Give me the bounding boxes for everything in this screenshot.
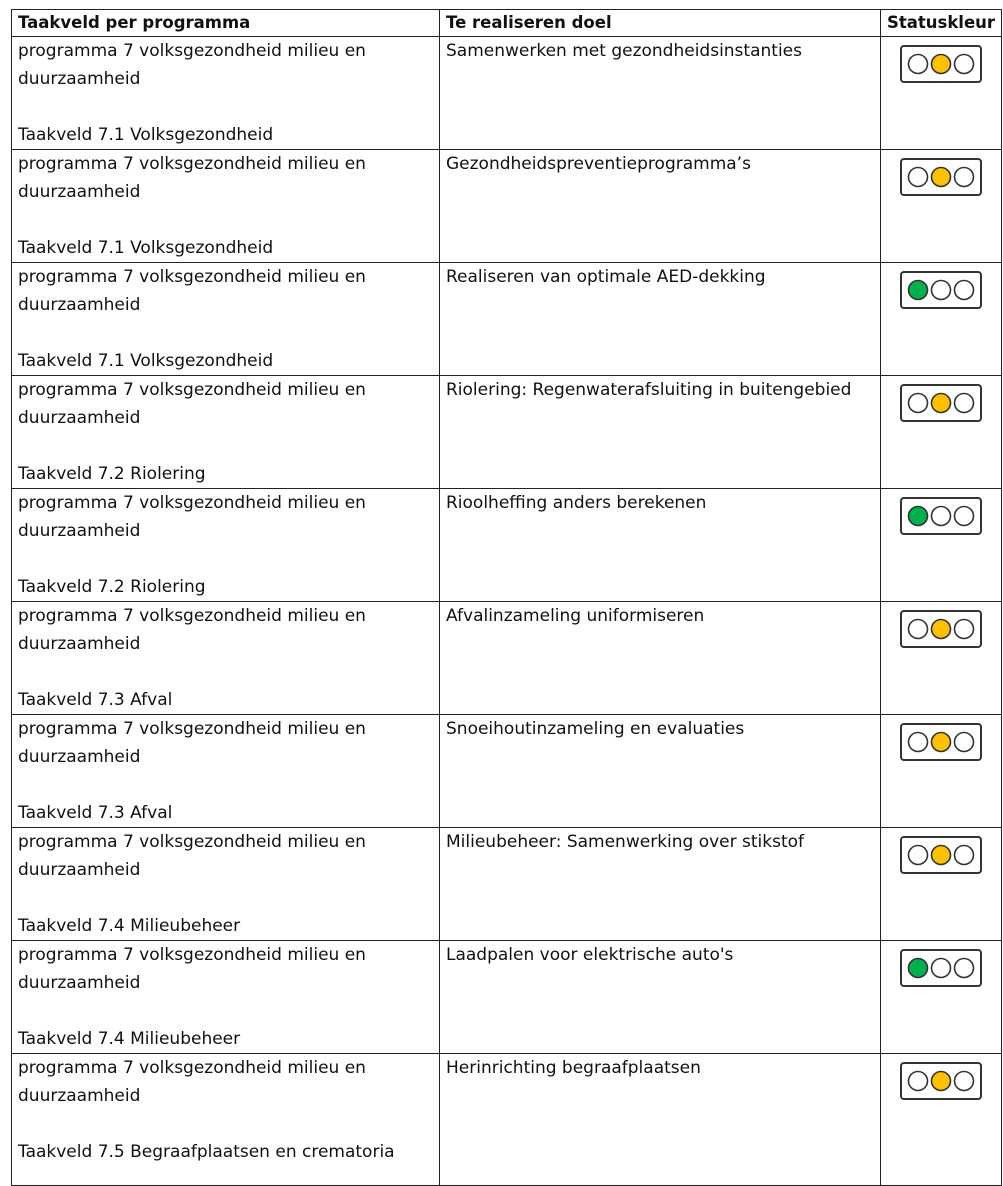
taakveld-cell	[12, 150, 440, 263]
table-row	[12, 715, 1002, 828]
light-green-icon	[909, 507, 928, 526]
status-cell	[881, 263, 1002, 376]
table-row	[12, 263, 1002, 376]
light-green-icon	[909, 55, 928, 74]
doel-cell	[440, 376, 881, 489]
taakveld-cell	[12, 489, 440, 602]
header-doel: Te realiseren doel	[440, 10, 881, 37]
light-red-icon	[955, 620, 974, 639]
taakveld-cell	[12, 941, 440, 1054]
status-cell	[881, 150, 1002, 263]
program-text: programma 7 volksgezondheid milieu en duurzaamheid	[18, 41, 366, 89]
doel-text: Laadpalen voor elektrische auto's	[446, 945, 734, 965]
table-row	[12, 828, 1002, 941]
light-red-icon	[955, 55, 974, 74]
taakveld-cell	[12, 828, 440, 941]
status-cell	[881, 1054, 1002, 1186]
status-cell	[881, 828, 1002, 941]
taakveld-text: Taakveld 7.4 Milieubeheer	[18, 916, 241, 936]
doel-cell	[440, 150, 881, 263]
traffic-light-icon	[900, 497, 982, 535]
header-taakveld: Taakveld per programma	[12, 10, 440, 37]
light-yellow-icon	[932, 55, 951, 74]
taakveld-text: Taakveld 7.1 Volksgezondheid	[18, 125, 274, 145]
doel-text: Rioolheffing anders berekenen	[446, 493, 707, 513]
taakveld-cell	[12, 602, 440, 715]
taakveld-cell	[12, 715, 440, 828]
status-cell	[881, 376, 1002, 489]
light-green-icon	[909, 1072, 928, 1091]
doel-text: Realiseren van optimale AED-dekking	[446, 267, 766, 287]
taakveld-text: Taakveld 7.1 Volksgezondheid	[18, 238, 274, 258]
doel-text: Snoeihoutinzameling en evaluaties	[446, 719, 745, 739]
light-yellow-icon	[932, 959, 951, 978]
program-text: programma 7 volksgezondheid milieu en duurzaamheid	[18, 154, 366, 202]
table-row	[12, 1054, 1002, 1186]
doel-text: Riolering: Regenwaterafsluiting in buitengebied	[446, 380, 852, 400]
light-red-icon	[955, 394, 974, 413]
program-text: programma 7 volksgezondheid milieu en duurzaamheid	[18, 380, 366, 428]
taakveld-text: Taakveld 7.3 Afval	[18, 803, 173, 823]
program-text: programma 7 volksgezondheid milieu en duurzaamheid	[18, 1058, 366, 1106]
doel-cell	[440, 489, 881, 602]
light-green-icon	[909, 846, 928, 865]
header-row	[12, 10, 1002, 37]
traffic-light-icon	[900, 949, 982, 987]
traffic-light-icon	[900, 271, 982, 309]
traffic-light-icon	[900, 384, 982, 422]
light-green-icon	[909, 733, 928, 752]
light-red-icon	[955, 846, 974, 865]
header-statuskleur: Statuskleur	[881, 10, 1002, 37]
doel-text: Herinrichting begraafplaatsen	[446, 1058, 701, 1078]
doel-text: Samenwerken met gezondheidsinstanties	[446, 41, 802, 61]
traffic-light-icon	[900, 45, 982, 83]
light-red-icon	[955, 281, 974, 300]
status-cell	[881, 602, 1002, 715]
program-text: programma 7 volksgezondheid milieu en duurzaamheid	[18, 945, 366, 993]
status-cell	[881, 37, 1002, 150]
light-red-icon	[955, 168, 974, 187]
table-row	[12, 376, 1002, 489]
status-table	[11, 9, 1002, 1186]
taakveld-text: Taakveld 7.4 Milieubeheer	[18, 1029, 241, 1049]
light-green-icon	[909, 959, 928, 978]
doel-cell	[440, 263, 881, 376]
doel-cell	[440, 602, 881, 715]
light-green-icon	[909, 394, 928, 413]
light-red-icon	[955, 733, 974, 752]
program-text: programma 7 volksgezondheid milieu en duurzaamheid	[18, 719, 366, 767]
table-row	[12, 602, 1002, 715]
light-green-icon	[909, 281, 928, 300]
doel-cell	[440, 715, 881, 828]
taakveld-cell	[12, 1054, 440, 1186]
traffic-light-icon	[900, 836, 982, 874]
doel-text: Gezondheidspreventieprogramma’s	[446, 154, 751, 174]
light-green-icon	[909, 168, 928, 187]
light-yellow-icon	[932, 620, 951, 639]
traffic-light-icon	[900, 1062, 982, 1100]
light-yellow-icon	[932, 507, 951, 526]
table-row	[12, 150, 1002, 263]
light-red-icon	[955, 507, 974, 526]
taakveld-cell	[12, 376, 440, 489]
taakveld-text: Taakveld 7.1 Volksgezondheid	[18, 351, 274, 371]
doel-cell	[440, 1054, 881, 1186]
taakveld-cell	[12, 37, 440, 150]
light-yellow-icon	[932, 168, 951, 187]
light-yellow-icon	[932, 281, 951, 300]
traffic-light-icon	[900, 158, 982, 196]
status-cell	[881, 941, 1002, 1054]
doel-text: Milieubeheer: Samenwerking over stikstof	[446, 832, 805, 852]
doel-cell	[440, 828, 881, 941]
taakveld-text: Taakveld 7.5 Begraafplaatsen en crematoria	[18, 1142, 395, 1162]
taakveld-text: Taakveld 7.2 Riolering	[18, 464, 206, 484]
program-text: programma 7 volksgezondheid milieu en duurzaamheid	[18, 606, 366, 654]
light-yellow-icon	[932, 846, 951, 865]
light-yellow-icon	[932, 394, 951, 413]
table-row	[12, 489, 1002, 602]
status-cell	[881, 715, 1002, 828]
light-green-icon	[909, 620, 928, 639]
light-red-icon	[955, 959, 974, 978]
table-row	[12, 37, 1002, 150]
traffic-light-icon	[900, 723, 982, 761]
doel-text: Afvalinzameling uniformiseren	[446, 606, 705, 626]
light-red-icon	[955, 1072, 974, 1091]
traffic-light-icon	[900, 610, 982, 648]
doel-cell	[440, 941, 881, 1054]
status-cell	[881, 489, 1002, 602]
program-text: programma 7 volksgezondheid milieu en duurzaamheid	[18, 267, 366, 315]
light-yellow-icon	[932, 1072, 951, 1091]
program-text: programma 7 volksgezondheid milieu en duurzaamheid	[18, 493, 366, 541]
doel-cell	[440, 37, 881, 150]
light-yellow-icon	[932, 733, 951, 752]
taakveld-text: Taakveld 7.3 Afval	[18, 690, 173, 710]
taakveld-cell	[12, 263, 440, 376]
program-text: programma 7 volksgezondheid milieu en duurzaamheid	[18, 832, 366, 880]
table-row	[12, 941, 1002, 1054]
taakveld-text: Taakveld 7.2 Riolering	[18, 577, 206, 597]
